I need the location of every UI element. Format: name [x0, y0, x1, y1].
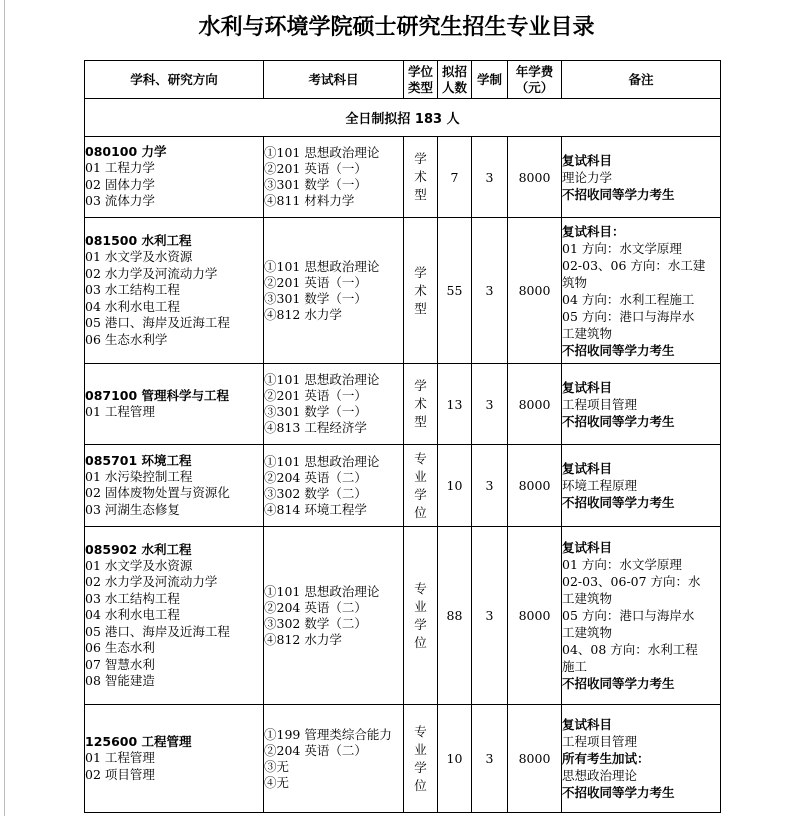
- subjects-cell: [264, 705, 404, 813]
- quota-cell: 7: [438, 137, 472, 218]
- major-code: 125600 工程管理: [85, 734, 192, 749]
- page-edge-line: [4, 0, 5, 816]
- direction-item: 02 固体废物处置与资源化: [85, 485, 230, 501]
- degree-type-cell: [404, 445, 438, 527]
- header-fee-line: （元）: [515, 79, 554, 95]
- direction-item: 01 工程管理: [85, 403, 155, 419]
- degree-type-cell: [404, 137, 438, 218]
- subject-item: ④812 水力学: [264, 306, 342, 322]
- note-line: 复试科目: [562, 540, 613, 555]
- degree-type-cell: [404, 527, 438, 705]
- notes-cell: [562, 218, 721, 364]
- direction-item: 03 河湖生态修复: [85, 501, 180, 517]
- degree-type-cell: [404, 364, 438, 445]
- subject-item: ③301 数学（一）: [264, 290, 367, 306]
- header-row: [85, 61, 721, 99]
- degree-type-char: 位: [414, 634, 427, 650]
- major-code: 085902 水利工程: [85, 541, 192, 557]
- direction-item: 05 港口、海岸及近海工程: [85, 315, 230, 330]
- degree-type-char: 术: [414, 169, 427, 184]
- header-degree-type: [404, 61, 438, 99]
- header-quota-line: 人数: [441, 79, 467, 95]
- quota-cell: 13: [438, 364, 472, 445]
- subject-item: ③302 数学（二）: [264, 615, 367, 631]
- subject-item: ④814 环境工程学: [264, 501, 367, 517]
- catalog-table: [84, 60, 721, 813]
- header-notes: 备注: [562, 61, 721, 99]
- fee-cell: 8000: [508, 705, 562, 813]
- direction-item: 02 水力学及河流动力学: [85, 265, 218, 281]
- degree-type-char: 学: [414, 616, 427, 632]
- table-row: [85, 364, 721, 445]
- subject-item: ④811 材料力学: [264, 193, 355, 208]
- note-line: 不招收同等学力考生: [562, 676, 675, 691]
- degree-type-char: 学: [414, 486, 427, 502]
- degree-type-char: 位: [414, 504, 427, 520]
- note-line: 04 方向：水利工程施工: [562, 291, 695, 307]
- direction-item: 08 智能建造: [85, 673, 155, 688]
- note-line: 01 方向：水文学原理: [562, 557, 682, 572]
- fee-cell: 8000: [508, 445, 562, 527]
- fee-cell: 8000: [508, 364, 562, 445]
- header-quota-line: 拟招: [441, 63, 467, 79]
- note-line: 工建筑物: [562, 591, 613, 606]
- header-degree-type-line: 学位: [407, 63, 433, 79]
- degree-type-char: 专: [414, 450, 427, 466]
- table-row: [85, 527, 721, 705]
- note-line: 01 方向：水文学原理: [562, 240, 682, 256]
- direction-item: 06 生态水利: [85, 640, 155, 655]
- degree-type-char: 型: [414, 187, 427, 202]
- note-line: 思想政治理论: [562, 768, 638, 783]
- quota-cell: 88: [438, 527, 472, 705]
- major-cell: [85, 527, 264, 705]
- direction-item: 02 固体力学: [85, 176, 155, 192]
- direction-item: 01 水污染控制工程: [85, 468, 193, 484]
- subject-item: ①101 思想政治理论: [264, 453, 380, 469]
- degree-type-char: 型: [414, 300, 427, 316]
- major-code: 087100 管理科学与工程: [85, 387, 230, 403]
- note-line: 04、08 方向：水利工程: [562, 642, 698, 657]
- note-line: 复试科目: [562, 379, 613, 395]
- subject-item: ③无: [264, 758, 290, 774]
- degree-type-char: 业: [414, 741, 427, 757]
- header-fee: [508, 61, 562, 99]
- fee-cell: 8000: [508, 218, 562, 364]
- subjects-cell: [264, 445, 404, 527]
- page-title: 水利与环境学院硕士研究生招生专业目录: [198, 15, 595, 40]
- subject-item: ①101 思想政治理论: [264, 145, 380, 160]
- note-line: 05 方向：港口与海岸水: [562, 308, 695, 324]
- quota-cell: 10: [438, 705, 472, 813]
- subject-item: ②204 英语（二）: [264, 599, 367, 615]
- table-row: [85, 137, 721, 218]
- note-line: 复试科目：: [562, 223, 625, 239]
- direction-item: 04 水利水电工程: [85, 607, 180, 622]
- note-line: 工程项目管理: [562, 396, 638, 412]
- quota-cell: 55: [438, 218, 472, 364]
- subjects-cell: [264, 137, 404, 218]
- note-line: 所有考生加试：: [562, 751, 650, 766]
- subject-item: ②204 英语（二）: [264, 742, 367, 758]
- major-cell: [85, 445, 264, 527]
- direction-item: 01 工程力学: [85, 160, 155, 176]
- direction-item: 07 智慧水利: [85, 656, 155, 672]
- subject-item: ②201 英语（一）: [264, 388, 367, 403]
- duration-cell: 3: [472, 137, 508, 218]
- notes-cell: [562, 445, 721, 527]
- note-line: 筑物: [562, 274, 588, 290]
- table-row: [85, 218, 721, 364]
- note-line: 工程项目管理: [562, 734, 638, 749]
- degree-type-char: 学: [414, 151, 427, 166]
- fee-cell: 8000: [508, 137, 562, 218]
- degree-type-char: 专: [414, 580, 427, 596]
- degree-type-char: 专: [414, 723, 427, 739]
- note-line: 施工: [562, 659, 588, 674]
- subject-item: ①101 思想政治理论: [264, 258, 380, 274]
- degree-type-char: 术: [414, 282, 427, 298]
- direction-item: 01 水文学及水资源: [85, 249, 193, 264]
- direction-item: 03 流体力学: [85, 193, 155, 209]
- major-code: 080100 力学: [85, 144, 167, 160]
- degree-type-char: 位: [414, 777, 427, 793]
- degree-type-char: 学: [414, 264, 427, 280]
- subject-item: ②201 英语（一）: [264, 161, 367, 176]
- major-cell: [85, 705, 264, 813]
- subject-item: ③301 数学（一）: [264, 404, 367, 419]
- direction-item: 02 水力学及河流动力学: [85, 574, 218, 589]
- note-line: 02-03、06-07 方向：水: [562, 574, 701, 589]
- notes-cell: [562, 364, 721, 445]
- note-line: 复试科目: [562, 717, 613, 732]
- duration-cell: 3: [472, 218, 508, 364]
- table-row: [85, 705, 721, 813]
- note-line: 工建筑物: [562, 325, 613, 341]
- subject-item: ③302 数学（二）: [264, 485, 367, 501]
- note-line: 复试科目: [562, 152, 613, 168]
- major-cell: [85, 218, 264, 364]
- notes-cell: [562, 137, 721, 218]
- degree-type-char: 学: [414, 378, 427, 393]
- summary-cell: 全日制拟招 183 人: [85, 99, 721, 137]
- subjects-cell: [264, 218, 404, 364]
- note-line: 不招收同等学力考生: [562, 186, 675, 202]
- duration-cell: 3: [472, 705, 508, 813]
- subject-item: ①101 思想政治理论: [264, 372, 380, 387]
- note-line: 不招收同等学力考生: [562, 413, 675, 429]
- direction-item: 03 水工结构工程: [85, 282, 180, 297]
- subjects-cell: [264, 364, 404, 445]
- summary-row: [85, 99, 721, 137]
- direction-item: 03 水工结构工程: [85, 590, 180, 606]
- note-line: 理论力学: [562, 169, 613, 185]
- note-line: 02-03、06 方向：水工建: [562, 257, 706, 273]
- header-subjects: 考试科目: [264, 61, 404, 99]
- header-fee-line: 年学费: [515, 63, 554, 79]
- subject-item: ④812 水力学: [264, 631, 342, 647]
- subject-item: ②201 英语（一）: [264, 274, 367, 290]
- subject-item: ①199 管理类综合能力: [264, 726, 392, 742]
- notes-cell: [562, 705, 721, 813]
- header-degree-type-line: 类型: [407, 79, 433, 95]
- degree-type-cell: [404, 218, 438, 364]
- direction-item: 01 水文学及水资源: [85, 557, 193, 573]
- degree-type-char: 业: [414, 598, 427, 614]
- quota-cell: 10: [438, 445, 472, 527]
- degree-type-char: 术: [414, 396, 427, 411]
- subject-item: ②204 英语（二）: [264, 469, 367, 485]
- direction-item: 02 项目管理: [85, 766, 155, 782]
- direction-item: 05 港口、海岸及近海工程: [85, 623, 230, 639]
- table-row: [85, 445, 721, 527]
- note-line: 不招收同等学力考生: [562, 495, 675, 510]
- note-line: 不招收同等学力考生: [562, 785, 675, 800]
- header-duration: 学制: [472, 61, 508, 99]
- fee-cell: 8000: [508, 527, 562, 705]
- direction-item: 04 水利水电工程: [85, 298, 180, 314]
- direction-item: 01 工程管理: [85, 750, 155, 765]
- subject-item: ④无: [264, 774, 290, 790]
- header-major: 学科、研究方向: [85, 61, 264, 99]
- duration-cell: 3: [472, 445, 508, 527]
- degree-type-cell: [404, 705, 438, 813]
- major-code: 081500 水利工程: [85, 233, 192, 248]
- major-cell: [85, 137, 264, 218]
- major-code: 085701 环境工程: [85, 452, 192, 468]
- notes-cell: [562, 527, 721, 705]
- note-line: 05 方向：港口与海岸水: [562, 608, 695, 623]
- direction-item: 06 生态水利学: [85, 331, 168, 347]
- degree-type-char: 业: [414, 468, 427, 484]
- major-cell: [85, 364, 264, 445]
- note-line: 工建筑物: [562, 625, 613, 640]
- duration-cell: 3: [472, 364, 508, 445]
- header-quota: [438, 61, 472, 99]
- note-line: 不招收同等学力考生: [562, 342, 675, 358]
- note-line: 环境工程原理: [562, 478, 638, 493]
- degree-type-char: 学: [414, 759, 427, 775]
- subject-item: ①101 思想政治理论: [264, 583, 380, 599]
- subject-item: ④813 工程经济学: [264, 420, 367, 435]
- duration-cell: 3: [472, 527, 508, 705]
- note-line: 复试科目: [562, 461, 613, 476]
- subjects-cell: [264, 527, 404, 705]
- degree-type-char: 型: [414, 414, 427, 429]
- subject-item: ③301 数学（一）: [264, 177, 367, 192]
